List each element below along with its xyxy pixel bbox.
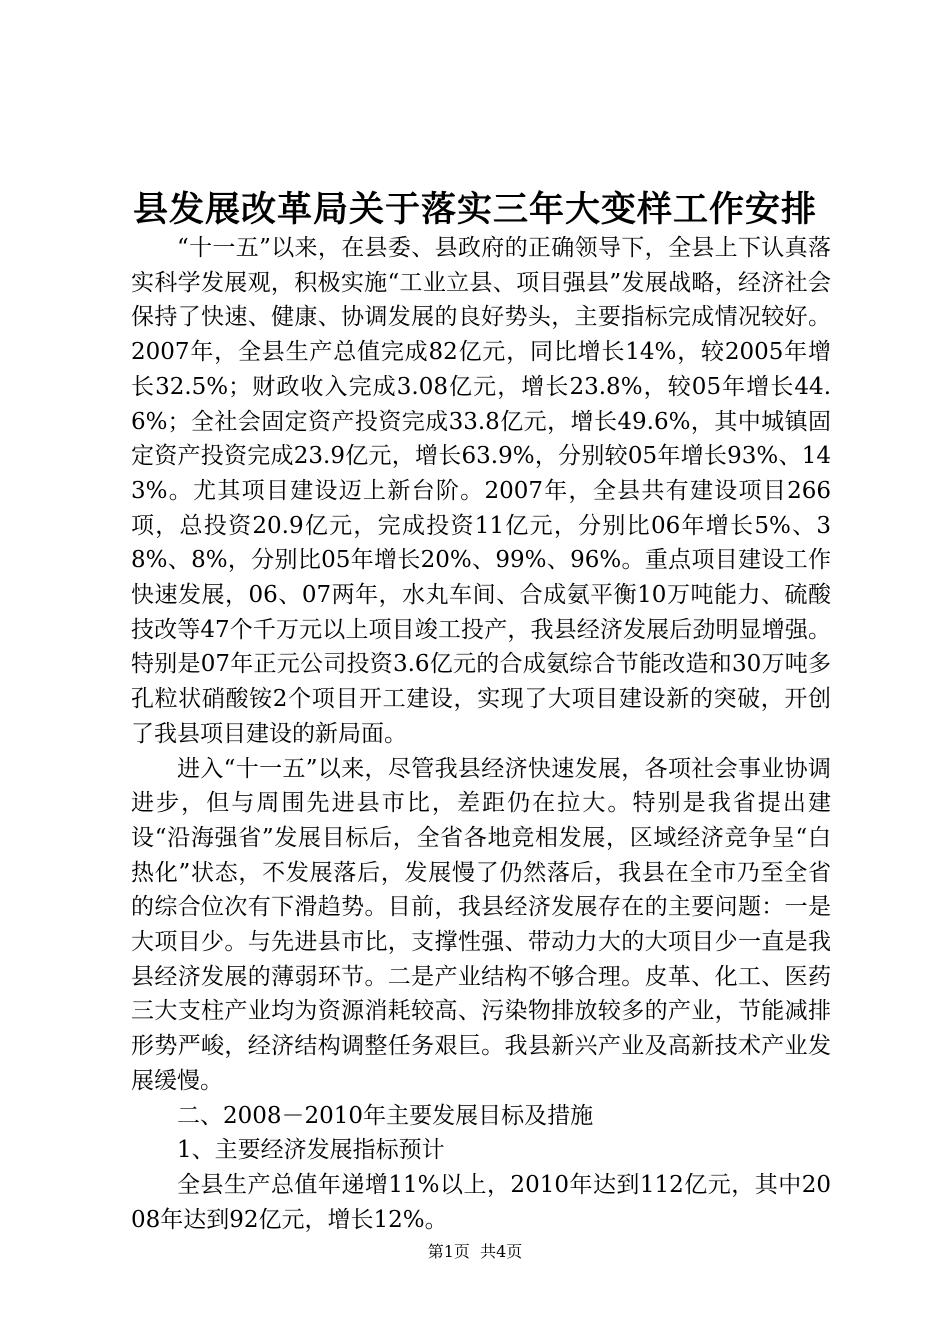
subsection-heading-indicators: 1、主要经济发展指标预计 bbox=[177, 1137, 445, 1164]
paragraph-problems: 进入“十一五”以来，尽管我县经济快速发展，各项社会事业协调进步，但与周围先进县市比，差距仍在拉大。特别是我省提出建设“沿海强省”发展目标后，全省各地竞相发展，区域经济竞争呈“白热化”状态，不发展落后，发展慢了仍然落后，我县在全市乃至全省的综合位次有下滑趋势。目前，我县经济发展存在的主要问题：一是大项目少。与先进县市比，支撑性强、带动力大的大项目少一直是我县经济发展的薄弱环节。二是产业结构不够合理。皮革、化工、医药三大支柱产业均为资源消耗较高、污染物排放较多的产业，节能减排形势严峻，经济结构调整任务艰巨。我县新兴产业及高新技术产业发展缓慢。 bbox=[131, 755, 831, 1094]
document-body bbox=[131, 231, 831, 1237]
page-number: 第1页 共4页 bbox=[427, 1242, 523, 1261]
document-title: 县发展改革局关于落实三年大变样工作安排 bbox=[132, 189, 817, 230]
section-heading-goals: 二、2008－2010年主要发展目标及措施 bbox=[177, 1102, 594, 1129]
paragraph-achievements: “十一五”以来，在县委、县政府的正确领导下，全县上下认真落实科学发展观，积极实施“工业立县、项目强县”发展战略，经济社会保持了快速、健康、协调发展的良好势头，主要指标完成情况较好。2007年，全县生产总值完成82亿元，同比增长14%，较2005年增长32.5%；财政收入完成3.08亿元，增长23.8%，较05年增长44.6%；全社会固定资产投资完成33.8亿元，增长49.6%，其中城镇固定资产投资完成23.9亿元，增长63.9%，分别较05年增长93%、143%。尤其项目建设迈上新台阶。2007年，全县共有建设项目266项，总投资20.9亿元，完成投资11亿元，分别比06年增长5%、38%、8%，分别比05年增长20%、99%、96%。重点项目建设工作快速发展，06、07两年，水丸车间、合成氨平衡10万吨能力、硫酸技改等47个千万元以上项目竣工投产，我县经济发展后劲明显增强。特别是07年正元公司投资3.6亿元的合成氨综合节能改造和30万吨多孔粒状硝酸铵2个项目开工建设，实现了大项目建设新的突破，开创了我县项目建设的新局面。 bbox=[131, 235, 831, 747]
paragraph-gdp-target: 全县生产总值年递增11%以上，2010年达到112亿元，其中2008年达到92亿元，增长12%。 bbox=[131, 1171, 831, 1233]
